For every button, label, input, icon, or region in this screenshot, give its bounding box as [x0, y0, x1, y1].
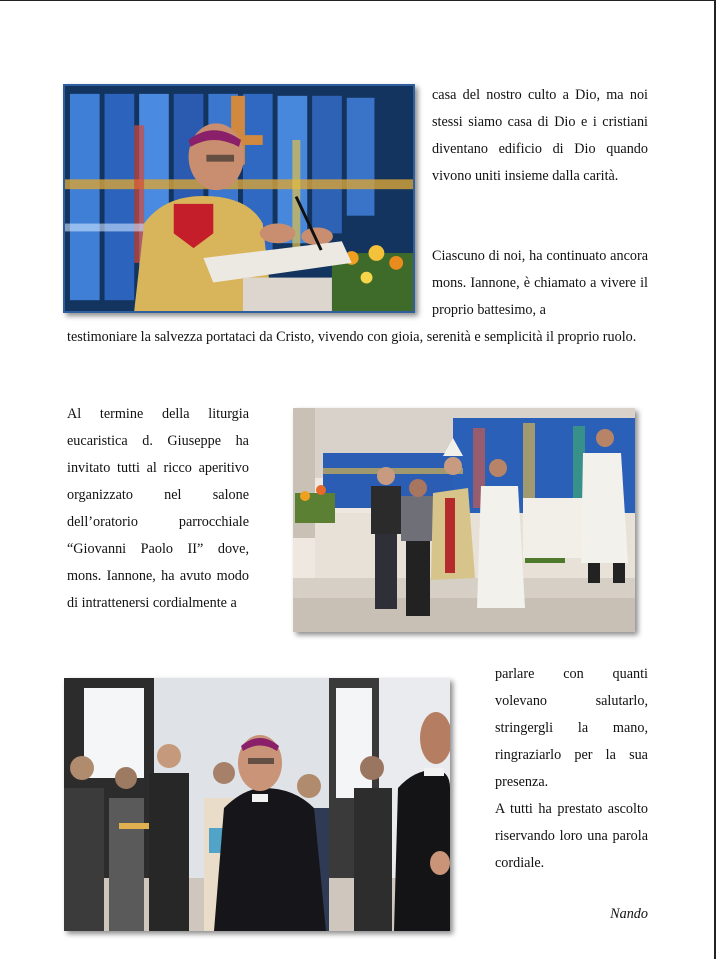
paragraph-2: Ciascuno di noi, ha continuato ancora mons. Iannone, è chiamato a vivere il proprio battesimo, a	[432, 248, 648, 318]
paragraph-5: parlare con quanti volevano salutarlo, stringergli la mano, ringraziarlo per la sua presenza.	[495, 666, 648, 790]
oratory-reception-photo	[64, 678, 450, 931]
author-signature: Nando	[610, 906, 648, 922]
oratory-reception-image	[64, 678, 450, 931]
paragraph-6: A tutti ha prestato ascolto riservando loro una parola cordiale.	[495, 801, 648, 871]
paragraph-3: testimoniare la salvezza portataci da Cristo, vivendo con gioia, serenità e semplicità il proprio ruolo.	[67, 329, 637, 345]
paragraph-1: casa del nostro culto a Dio, ma noi stessi siamo casa di Dio e i cristiani diventano edificio di Dio quando vivono uniti insieme dalla carità.	[432, 87, 648, 184]
bishop-preaching-image	[65, 86, 413, 311]
altar-offertory-photo	[293, 408, 635, 632]
paragraph-4: Al termine della liturgia eucaristica d. Giuseppe ha invitato tutti al ricco aperitivo organizzato nel salone dell’oratorio parrocchiale “Giovanni Paolo II” dove, mons. Iannone, ha avuto modo di intrattenersi cordialmente a	[67, 406, 249, 611]
bishop-preaching-photo	[63, 84, 415, 313]
altar-offertory-image	[293, 408, 635, 632]
